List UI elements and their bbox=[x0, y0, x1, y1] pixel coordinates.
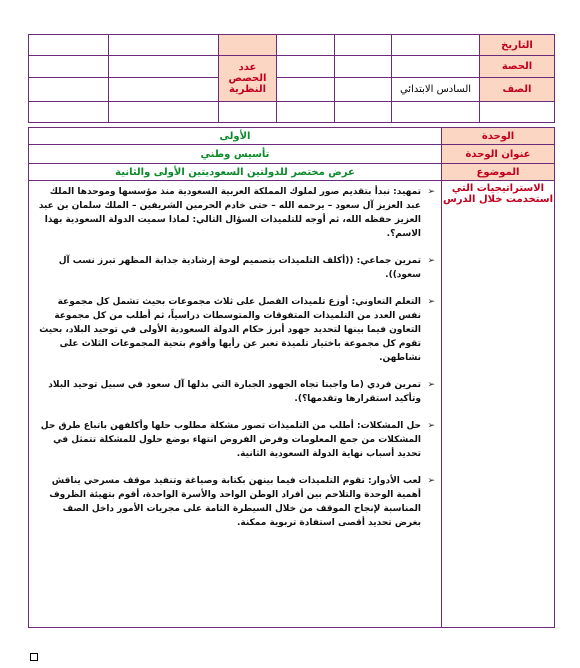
bullet-arrow-icon: ➢ bbox=[427, 256, 435, 266]
lesson-table bbox=[28, 127, 555, 628]
activity-item: ➢ التعلم التعاوني: أوزع تلميذات الفصل على ثلاث مجموعات بحيث تشمل كل مجموعة نفس العدد من التلميذات المتفوقات والمتوسطات دراسياً، ثم أطلب من كل مجموعة التعاون فيما بينها لتحديد جهود أبرز حكام الدولة السعودية الأولى في توحيد البلاد، بحيث تقوم كل مجموعة باختيار تلميذة تعبر عن رأيها وأقوم بتحية المجموعات الثلاث على نشاطهن. bbox=[39, 297, 435, 363]
session-cell-1 bbox=[392, 56, 480, 78]
blank-cell-3 bbox=[335, 102, 392, 123]
date-label: التاريخ bbox=[480, 35, 555, 56]
class-cell-6 bbox=[29, 78, 109, 102]
activity-item: ➢ حل المشكلات: أطلب من التلميذات تصور مشكلة مطلوب حلها وأكلفهن باتباع طرق حل المشكلات من جمع المعلومات وفرض الفروض انتهاء بوضع حلول للمشكلة تتمثل في تحديد أسباب نهاية الدولة السعودية الثانية. bbox=[40, 421, 435, 459]
date-cell-2 bbox=[335, 35, 392, 56]
activity-item: ➢ تمرين جماعي: ((أكلف التلميذات بتصميم لوحة إرشادية جذابة المظهر تبرز نسب آل سعود)). bbox=[58, 256, 435, 280]
unit-value: الأولى bbox=[29, 128, 442, 145]
activity-item: ➢ تمهيد: نبدأ بتقديم صور لملوك المملكة العربية السعودية منذ مؤسسها وموحدها الملك عبد العزيز آل سعود – يرحمه الله – حتى خادم الحرمين الشريفين – الملك سلمان بن عبد العزيز حفظه الله، ثم أوجه للتلميذات السؤال التالي: لماذا سميت الدولة السعودية بهذا الاسم؟. bbox=[38, 187, 435, 239]
date-cell-1 bbox=[392, 35, 480, 56]
unit-title-label: عنوان الوحدة bbox=[442, 145, 555, 164]
strategies-label: الاستراتيجيات التي استخدمت خلال الدرس bbox=[442, 181, 555, 628]
blank-cell-1 bbox=[480, 102, 555, 123]
class-cell-2 bbox=[335, 78, 392, 102]
class-cell-3 bbox=[277, 78, 335, 102]
session-cell-5 bbox=[109, 56, 219, 78]
class-cell-5 bbox=[109, 78, 219, 102]
topic-label: الموضوع bbox=[442, 164, 555, 181]
session-cell-2 bbox=[335, 56, 392, 78]
activities-list bbox=[29, 181, 442, 628]
bullet-arrow-icon: ➢ bbox=[427, 380, 435, 390]
date-cell-6 bbox=[29, 35, 109, 56]
session-cell-3 bbox=[277, 56, 335, 78]
bullet-arrow-icon: ➢ bbox=[427, 421, 435, 431]
blank-cell-5 bbox=[219, 102, 277, 123]
unit-label: الوحدة bbox=[442, 128, 555, 145]
topic-value: عرض مختصر للدولتين السعوديتين الأولى والثانية bbox=[29, 164, 442, 181]
bullet-arrow-icon: ➢ bbox=[427, 476, 435, 486]
session-label: الحصة bbox=[480, 56, 555, 78]
blank-cell-7 bbox=[29, 102, 109, 123]
class-label: الصف bbox=[480, 78, 555, 102]
session-cell-6 bbox=[29, 56, 109, 78]
blank-cell-2 bbox=[392, 102, 480, 123]
blank-cell-4 bbox=[277, 102, 335, 123]
table-resize-handle[interactable] bbox=[30, 653, 38, 661]
lesson-plan-page bbox=[28, 34, 554, 628]
date-cell-4 bbox=[219, 35, 277, 56]
bullet-arrow-icon: ➢ bbox=[427, 187, 435, 197]
header-table bbox=[28, 34, 555, 123]
activity-item: ➢ تمرين فردي (ما واجبنا تجاه الجهود الجبارة التي بذلها آل سعود في سبيل توحيد البلاد وتأكيد استقرارها وتقدمها؟). bbox=[48, 380, 435, 404]
unit-title-value: تأسيس وطني bbox=[29, 145, 442, 164]
theory-sessions-label: عدد الحصص النظرية bbox=[219, 56, 277, 102]
class-value: السادس الابتدائي bbox=[392, 78, 480, 102]
date-cell-5 bbox=[109, 35, 219, 56]
bullet-arrow-icon: ➢ bbox=[427, 297, 435, 307]
date-cell-3 bbox=[277, 35, 335, 56]
blank-cell-6 bbox=[109, 102, 219, 123]
activity-item: ➢ لعب الأدوار: تقوم التلميذات فيما بينهن بكتابة وصياغة وتنفيذ موقف مسرحي يناقش أهمية الوحدة والتلاحم بين أفراد الوطن الواحد والأسرة الواحدة، أقوم بتهيئة الظروف المناسبة لإنجاح الموقف من خلال السيطرة التامة على مجريات الأمور داخل الصف بغرض تحديد أقصى استفادة تربوية ممكنة. bbox=[49, 476, 435, 528]
